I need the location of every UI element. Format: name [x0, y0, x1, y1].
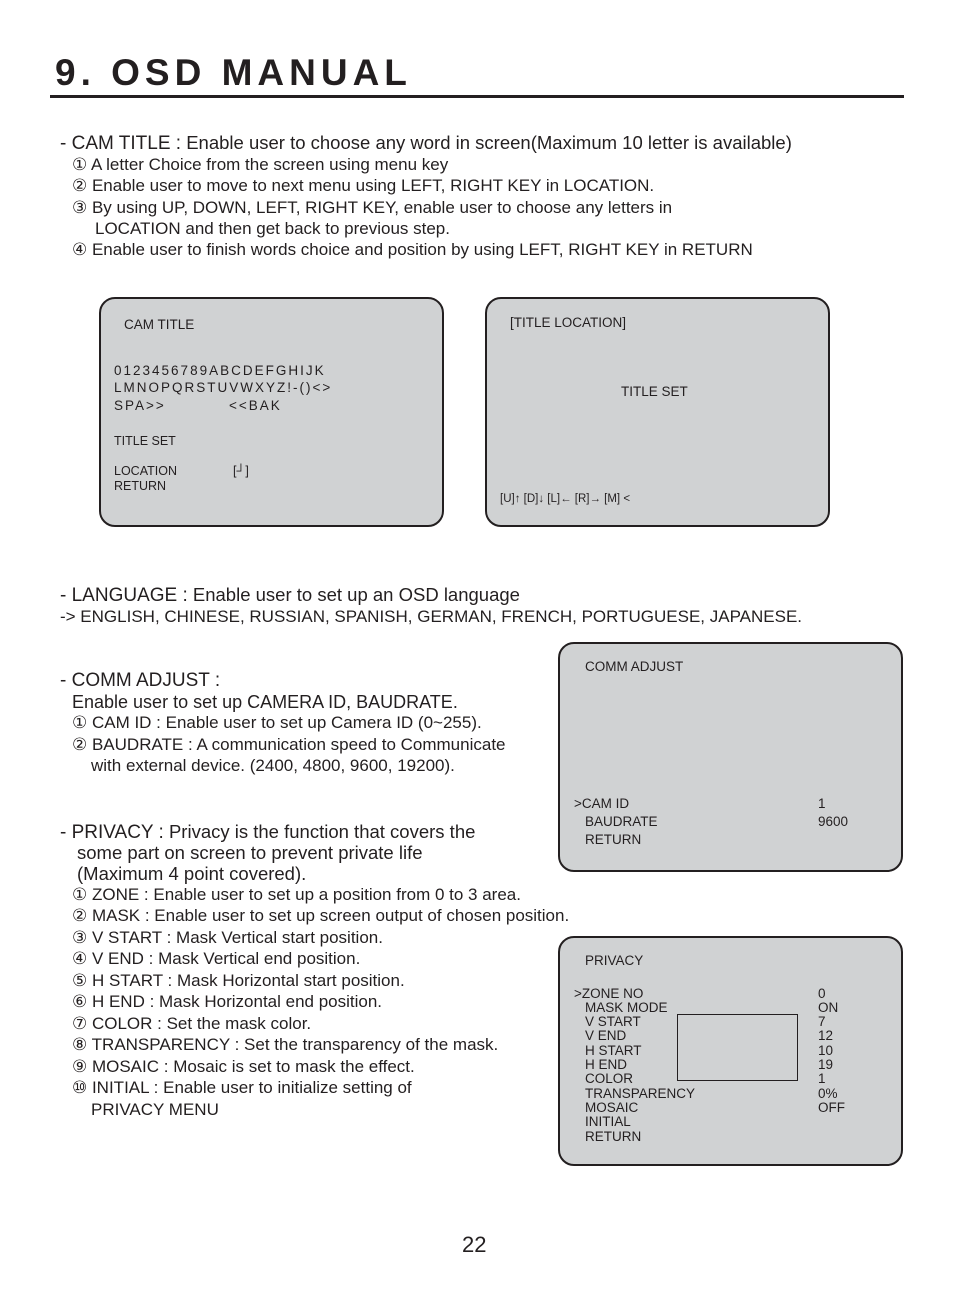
- comm-adjust-item-2: ② BAUDRATE : A communication speed to Communicate: [72, 735, 506, 754]
- title-rule: [50, 95, 904, 98]
- language-list: -> ENGLISH, CHINESE, RUSSIAN, SPANISH, GERMAN, FRENCH, PORTUGUESE, JAPANESE.: [60, 607, 803, 626]
- osd-row-value: 0%: [818, 1086, 838, 1101]
- comm-adjust-osd-screen: [558, 642, 903, 872]
- osd-spa: SPA>>: [114, 398, 166, 413]
- comm-adjust-heading: - COMM ADJUST :: [60, 670, 221, 691]
- osd-title-set: TITLE SET: [114, 434, 176, 448]
- cam-title-item-3-cont: LOCATION and then get back to previous step.: [95, 219, 450, 238]
- osd-row-value: 12: [818, 1028, 834, 1043]
- privacy-heading-line: [60, 821, 475, 844]
- osd-return: RETURN: [114, 479, 167, 493]
- osd-row-value: 1: [818, 796, 826, 811]
- privacy-item-1: ① ZONE : Enable user to set up a position from 0 to 3 area.: [72, 885, 521, 904]
- osd-charset-line-2: LMNOPQRSTUVWXYZ!-()<>: [114, 380, 333, 395]
- cam-title-item-1: ① A letter Choice from the screen using menu key: [72, 155, 449, 174]
- cam-title-heading: - CAM TITLE :: [60, 133, 182, 154]
- osd-row-label: >ZONE NO: [574, 986, 644, 1001]
- osd-row-label: H END: [585, 1057, 628, 1072]
- cam-title-item-3: ③ By using UP, DOWN, LEFT, RIGHT KEY, enable user to choose any letters in: [72, 198, 673, 217]
- osd-location-value: [┘]: [233, 464, 249, 478]
- privacy-item-10: ⑩ INITIAL : Enable user to initialize setting of: [72, 1078, 412, 1097]
- osd-row-value: 19: [818, 1057, 834, 1072]
- osd-location: LOCATION: [114, 464, 177, 478]
- osd-charset-line-1: 0123456789ABCDEFGHIJK: [114, 363, 326, 378]
- cam-title-heading-line: [60, 132, 792, 155]
- privacy-item-7: ⑦ COLOR : Set the mask color.: [72, 1014, 312, 1033]
- mask-preview-box: [677, 1014, 798, 1081]
- comm-adjust-desc: Enable user to set up CAMERA ID, BAUDRATE.: [72, 692, 458, 712]
- osd-row-label: V END: [585, 1028, 627, 1043]
- osd-bak: <<BAK: [229, 398, 282, 413]
- privacy-desc-3: (Maximum 4 point covered).: [77, 863, 307, 884]
- osd-title-set: TITLE SET: [621, 384, 688, 399]
- privacy-item-9: ⑨ MOSAIC : Mosaic is set to mask the effect.: [72, 1057, 415, 1076]
- privacy-item-3: ③ V START : Mask Vertical start position.: [72, 928, 383, 947]
- language-heading-line: [60, 584, 520, 607]
- privacy-desc: Privacy is the function that covers the: [163, 821, 476, 842]
- privacy-desc-2: some part on screen to prevent private life: [77, 842, 423, 863]
- osd-row-label: COLOR: [585, 1071, 634, 1086]
- osd-row-label: H START: [585, 1043, 642, 1058]
- osd-row-label: MASK MODE: [585, 1000, 668, 1015]
- osd-header: CAM TITLE: [124, 317, 195, 332]
- osd-row-label: >CAM ID: [574, 796, 630, 811]
- privacy-item-5: ⑤ H START : Mask Horizontal start position.: [72, 971, 405, 990]
- comm-adjust-item-2-cont: with external device. (2400, 4800, 9600, 19200).: [91, 756, 455, 775]
- osd-row-value: 10: [818, 1043, 834, 1058]
- title-location-osd-screen: [485, 297, 830, 527]
- page-number: 22: [462, 1232, 487, 1257]
- privacy-item-8: ⑧ TRANSPARENCY : Set the transparency of the mask.: [72, 1035, 499, 1054]
- osd-row-value: ON: [818, 1000, 839, 1015]
- privacy-item-10-cont: PRIVACY MENU: [91, 1100, 219, 1119]
- osd-header: [TITLE LOCATION]: [510, 315, 627, 330]
- osd-row-label: INITIAL: [585, 1114, 631, 1129]
- osd-row-label: RETURN: [585, 832, 642, 847]
- privacy-item-6: ⑥ H END : Mask Horizontal end position.: [72, 992, 383, 1011]
- comm-adjust-item-1: ① CAM ID : Enable user to set up Camera ID (0~255).: [72, 713, 482, 732]
- cam-title-item-2: ② Enable user to move to next menu using LEFT, RIGHT KEY in LOCATION.: [72, 176, 655, 195]
- page-title: 9. OSD MANUAL: [55, 52, 412, 93]
- osd-row-value: 9600: [818, 814, 849, 829]
- osd-row-value: OFF: [818, 1100, 845, 1115]
- cam-title-desc: Enable user to choose any word in screen(Maximum 10 letter is available): [181, 132, 792, 153]
- osd-key-legend: [U]↑ [D]↓ [L]← [R]→ [M] <: [500, 493, 631, 505]
- language-heading: - LANGUAGE :: [60, 585, 188, 606]
- privacy-item-2: ② MASK : Enable user to set up screen output of chosen position.: [72, 906, 570, 925]
- osd-row-label: MOSAIC: [585, 1100, 639, 1115]
- cam-title-item-4: ④ Enable user to finish words choice and position by using LEFT, RIGHT KEY in RETURN: [72, 240, 753, 259]
- privacy-heading: - PRIVACY :: [60, 822, 164, 843]
- cam-title-osd-screen: [99, 297, 444, 527]
- osd-row-value: 0: [818, 986, 826, 1001]
- osd-row-label: TRANSPARENCY: [585, 1086, 696, 1101]
- privacy-osd-screen: [558, 936, 903, 1166]
- osd-row-value: 7: [818, 1014, 826, 1029]
- osd-header: COMM ADJUST: [585, 659, 684, 674]
- osd-row-label: V START: [585, 1014, 641, 1029]
- osd-row-label: BAUDRATE: [585, 814, 658, 829]
- language-desc: Enable user to set up an OSD language: [187, 584, 520, 605]
- privacy-item-4: ④ V END : Mask Vertical end position.: [72, 949, 361, 968]
- osd-row-label: RETURN: [585, 1129, 642, 1144]
- osd-row-value: 1: [818, 1071, 826, 1086]
- osd-header: PRIVACY: [585, 953, 644, 968]
